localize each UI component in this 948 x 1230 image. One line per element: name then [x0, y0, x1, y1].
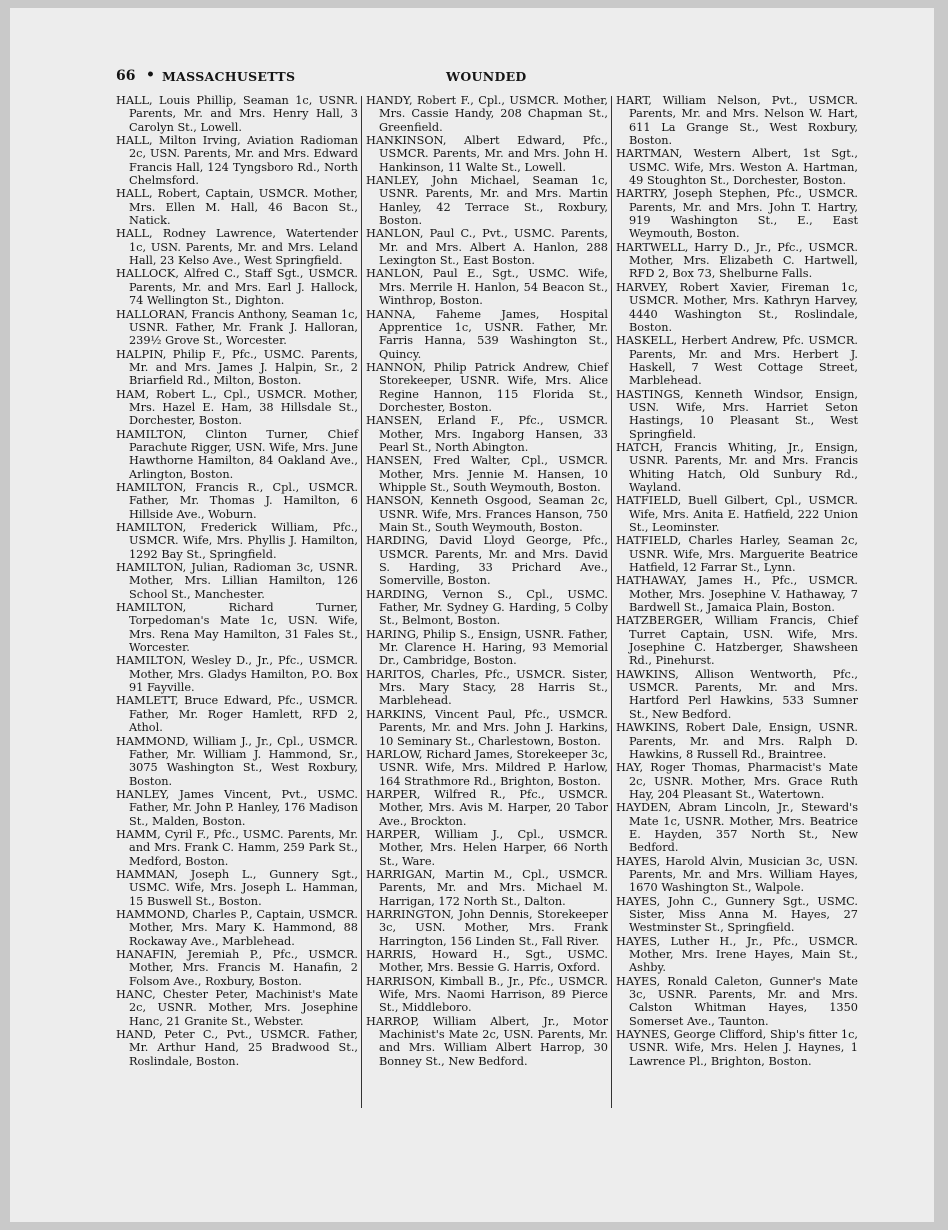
casualty-entry: HANNON, Philip Patrick Andrew, Chief Storekeeper, USNR. Wife, Mrs. Alice Regine Hannon, 115 Florida St., Dorchester, Boston. — [366, 360, 608, 414]
casualty-entry: HARPER, William J., Cpl., USMCR. Mother, Mrs. Helen Harper, 66 North St., Ware. — [366, 827, 608, 868]
page-number: 66 — [116, 68, 136, 84]
casualty-entry: HALPIN, Philip F., Pfc., USMC. Parents, Mr. and Mrs. James J. Halpin, Sr., 2 Briarfield Rd., Milton, Boston. — [116, 347, 358, 388]
casualty-entry: HANLON, Paul E., Sgt., USMC. Wife, Mrs. Merrile H. Hanlon, 54 Beacon St., Winthrop, Boston. — [366, 267, 608, 308]
casualty-entry: HAND, Peter C., Pvt., USMCR. Father, Mr. Arthur Hand, 25 Bradwood St., Roslindale, Boston. — [116, 1028, 358, 1068]
casualty-entry: HARRIS, Howard H., Sgt., USMC. Mother, Mrs. Bessie G. Harris, Oxford. — [366, 948, 608, 975]
casualty-entry: HART, William Nelson, Pvt., USMCR. Parents, Mr. and Mrs. Nelson W. Hart, 611 La Grange St., West Roxbury, Boston. — [616, 94, 858, 148]
casualty-entry: HAYNES, George Clifford, Ship's fitter 1c, USNR. Wife, Mrs. Helen J. Haynes, 1 Lawrence Pl., Brighton, Boston. — [616, 1028, 858, 1068]
casualty-entry: HARRIGAN, Martin M., Cpl., USMCR. Parents, Mr. and Mrs. Michael M. Harrigan, 172 North St., Dalton. — [366, 867, 608, 908]
casualty-entry: HARVEY, Robert Xavier, Fireman 1c, USMCR. Mother, Mrs. Kathryn Harvey, 4440 Washington St., Roslindale, Boston. — [616, 280, 858, 334]
header-bullet: • — [146, 67, 155, 83]
casualty-entry: HALL, Louis Phillip, Seaman 1c, USNR. Parents, Mr. and Mrs. Henry Hall, 3 Carolyn St., Lowell. — [116, 94, 358, 134]
casualty-entry: HATHAWAY, James H., Pfc., USMCR. Mother, Mrs. Josephine V. Hathaway, 7 Bardwell St., Jamaica Plain, Boston. — [616, 574, 858, 615]
casualty-entry: HARTRY, Joseph Stephen, Pfc., USMCR. Parents, Mr. and Mrs. John T. Hartry, 919 Washington St., E., East Weymouth, Boston. — [616, 187, 858, 241]
casualty-entry: HALL, Robert, Captain, USMCR. Mother, Mrs. Ellen M. Hall, 46 Bacon St., Natick. — [116, 187, 358, 228]
casualty-entry: HALL, Milton Irving, Aviation Radioman 2c, USN. Parents, Mr. and Mrs. Edward Francis Hall, 124 Tyngsboro Rd., North Chelmsford. — [116, 134, 358, 188]
casualty-entry: HAYDEN, Abram Lincoln, Jr., Steward's Mate 1c, USNR. Mother, Mrs. Beatrice E. Hayden, 357 North St., New Bedford. — [616, 801, 858, 855]
page-header — [116, 68, 861, 88]
casualty-entry: HAMLETT, Bruce Edward, Pfc., USMCR. Father, Mr. Roger Hamlett, RFD 2, Athol. — [116, 694, 358, 735]
casualty-entry: HARROP, William Albert, Jr., Motor Machinist's Mate 2c, USN. Parents, Mr. and Mrs. William Albert Harrop, 30 Bonney St., New Bedford. — [366, 1014, 608, 1068]
casualty-entry: HATCH, Francis Whiting, Jr., Ensign, USNR. Parents, Mr. and Mrs. Francis Whiting Hatch, Old Sunbury Rd., Wayland. — [616, 440, 858, 494]
column-1 — [116, 94, 358, 1068]
casualty-entry: HANDY, Robert F., Cpl., USMCR. Mother, Mrs. Cassie Handy, 208 Chapman St., Greenfield. — [366, 94, 608, 134]
casualty-entry: HARTWELL, Harry D., Jr., Pfc., USMCR. Mother, Mrs. Elizabeth C. Hartwell, RFD 2, Box 73, Shelburne Falls. — [616, 240, 858, 281]
casualty-entry: HAMM, Cyril F., Pfc., USMC. Parents, Mr. and Mrs. Frank C. Hamm, 259 Park St., Medford, Boston. — [116, 827, 358, 868]
casualty-entry: HARKINS, Vincent Paul, Pfc., USMCR. Parents, Mr. and Mrs. John J. Harkins, 10 Seminary St., Charlestown, Boston. — [366, 707, 608, 748]
casualty-entry: HAWKINS, Robert Dale, Ensign, USNR. Parents, Mr. and Mrs. Ralph D. Hawkins, 8 Russell Rd., Braintree. — [616, 721, 858, 761]
casualty-entry: HANSEN, Fred Walter, Cpl., USMCR. Mother, Mrs. Jennie M. Hansen, 10 Whipple St., South Weymouth, Boston. — [366, 454, 608, 494]
casualty-entry: HANC, Chester Peter, Machinist's Mate 2c, USNR. Mother, Mrs. Josephine Hanc, 21 Granite St., Webster. — [116, 988, 358, 1028]
casualty-entry: HANLON, Paul C., Pvt., USMC. Parents, Mr. and Mrs. Albert A. Hanlon, 288 Lexington St., East Boston. — [366, 227, 608, 268]
casualty-entry: HARDING, David Lloyd George, Pfc., USMCR. Parents, Mr. and Mrs. David S. Harding, 33 Prichard Ave., Somerville, Boston. — [366, 534, 608, 588]
casualty-entry: HAYES, Ronald Caleton, Gunner's Mate 3c, USNR. Parents, Mr. and Mrs. Calston Whitman Hayes, 1350 Somerset Ave., Taunton. — [616, 974, 858, 1028]
casualty-entry: HAWKINS, Allison Wentworth, Pfc., USMCR. Parents, Mr. and Mrs. Hartford Perl Hawkins, 533 Sumner St., New Bedford. — [616, 667, 858, 721]
casualty-entry: HAYES, Luther H., Jr., Pfc., USMCR. Mother, Mrs. Irene Hayes, Main St., Ashby. — [616, 934, 858, 975]
casualty-entry: HANNA, Faheme James, Hospital Apprentice 1c, USNR. Father, Mr. Farris Hanna, 539 Washington St., Quincy. — [366, 307, 608, 361]
casualty-entry: HARTMAN, Western Albert, 1st Sgt., USMC. Wife, Mrs. Weston A. Hartman, 49 Stoughton St., Dorchester, Boston. — [616, 147, 858, 188]
casualty-entry: HANLEY, James Vincent, Pvt., USMC. Father, Mr. John P. Hanley, 176 Madison St., Malden, Boston. — [116, 787, 358, 828]
casualty-entry: HARDING, Vernon S., Cpl., USMC. Father, Mr. Sydney G. Harding, 5 Colby St., Belmont, Boston. — [366, 587, 608, 628]
casualty-entry: HAMMOND, William J., Jr., Cpl., USMCR. Father, Mr. William J. Hammond, Sr., 3075 Washington St., West Roxbury, Boston. — [116, 734, 358, 788]
casualty-entry: HATZBERGER, William Francis, Chief Turret Captain, USN. Wife, Mrs. Josephine C. Hatzberger, Shawsheen Rd., Pinehurst. — [616, 614, 858, 668]
casualty-entry: HANSEN, Erland F., Pfc., USMCR. Mother, Mrs. Ingaborg Hansen, 33 Pearl St., North Abington. — [366, 414, 608, 454]
casualty-entry: HAMMOND, Charles P., Captain, USMCR. Mother, Mrs. Mary K. Hammond, 88 Rockaway Ave., Marblehead. — [116, 907, 358, 948]
casualty-entry: HASTINGS, Kenneth Windsor, Ensign, USN. Wife, Mrs. Harriet Seton Hastings, 10 Pleasant St., West Springfield. — [616, 387, 858, 441]
casualty-entry: HAMILTON, Wesley D., Jr., Pfc., USMCR. Mother, Mrs. Gladys Hamilton, P.O. Box 91 Fayville. — [116, 654, 358, 695]
casualty-entry: HARITOS, Charles, Pfc., USMCR. Sister, Mrs. Mary Stacy, 28 Harris St., Marblehead. — [366, 667, 608, 708]
casualty-entry: HARING, Philip S., Ensign, USNR. Father, Mr. Clarence H. Haring, 93 Memorial Dr., Cambridge, Boston. — [366, 627, 608, 668]
casualty-entry: HAY, Roger Thomas, Pharmacist's Mate 2c, USNR. Mother, Mrs. Grace Ruth Hay, 204 Pleasant St., Watertown. — [616, 761, 858, 801]
casualty-entry: HAMILTON, Richard Turner, Torpedoman's Mate 1c, USN. Wife, Mrs. Rena May Hamilton, 31 Fales St., Worcester. — [116, 601, 358, 655]
casualty-entry: HAMILTON, Frederick William, Pfc., USMCR. Wife, Mrs. Phyllis J. Hamilton, 1292 Bay St., Springfield. — [116, 521, 358, 561]
casualty-entry: HARPER, Wilfred R., Pfc., USMCR. Mother, Mrs. Avis M. Harper, 20 Tabor Ave., Brockton. — [366, 787, 608, 828]
casualty-entry: HANKINSON, Albert Edward, Pfc., USMCR. Parents, Mr. and Mrs. John H. Hankinson, 11 Walte St., Lowell. — [366, 134, 608, 174]
casualty-entry: HASKELL, Herbert Andrew, Pfc. USMCR. Parents, Mr. and Mrs. Herbert J. Haskell, 7 West Cottage Street, Marblehead. — [616, 334, 858, 388]
casualty-entry: HANLEY, John Michael, Seaman 1c, USNR. Parents, Mr. and Mrs. Martin Hanley, 42 Terrace St., Roxbury, Boston. — [366, 174, 608, 228]
casualty-entry: HALLOCK, Alfred C., Staff Sgt., USMCR. Parents, Mr. and Mrs. Earl J. Hallock, 74 Wellington St., Dighton. — [116, 267, 358, 308]
casualty-entry: HAM, Robert L., Cpl., USMCR. Mother, Mrs. Hazel E. Ham, 38 Hillsdale St., Dorchester, Boston. — [116, 387, 358, 428]
casualty-entry: HATFIELD, Buell Gilbert, Cpl., USMCR. Wife, Mrs. Anita E. Hatfield, 222 Union St., Leominster. — [616, 494, 858, 534]
casualty-entry: HALL, Rodney Lawrence, Watertender 1c, USN. Parents, Mr. and Mrs. Leland Hall, 23 Kelso Ave., West Springfield. — [116, 227, 358, 268]
column-2 — [366, 94, 608, 1068]
casualty-entry: HAMILTON, Julian, Radioman 3c, USNR. Mother, Mrs. Lillian Hamilton, 126 School St., Manchester. — [116, 561, 358, 601]
column-divider — [361, 96, 362, 1108]
casualty-entry: HAYES, Harold Alvin, Musician 3c, USN. Parents, Mr. and Mrs. William Hayes, 1670 Washington St., Walpole. — [616, 854, 858, 895]
casualty-entry: HATFIELD, Charles Harley, Seaman 2c, USNR. Wife, Mrs. Marguerite Beatrice Hatfield, 12 Farrar St., Lynn. — [616, 534, 858, 575]
state-title: MASSACHUSETTS — [162, 69, 296, 84]
casualty-entry: HARRINGTON, John Dennis, Storekeeper 3c, USN. Mother, Mrs. Frank Harrington, 156 Linden St., Fall River. — [366, 907, 608, 948]
section-title: WOUNDED — [446, 69, 527, 84]
casualty-entry: HAMMAN, Joseph L., Gunnery Sgt., USMC. Wife, Mrs. Joseph L. Hamman, 15 Buswell St., Boston. — [116, 867, 358, 908]
column-3 — [616, 94, 858, 1068]
casualty-entry: HANAFIN, Jeremiah P., Pfc., USMCR. Mother, Mrs. Francis M. Hanafin, 2 Folsom Ave., Roxbury, Boston. — [116, 948, 358, 988]
casualty-entry: HAMILTON, Francis R., Cpl., USMCR. Father, Mr. Thomas J. Hamilton, 6 Hillside Ave., Woburn. — [116, 480, 358, 521]
casualty-entry: HALLORAN, Francis Anthony, Seaman 1c, USNR. Father, Mr. Frank J. Halloran, 239½ Grove St., Worcester. — [116, 307, 358, 348]
casualty-entry: HAMILTON, Clinton Turner, Chief Parachute Rigger, USN. Wife, Mrs. June Hawthorne Hamilton, 84 Oakland Ave., Arlington, Boston. — [116, 427, 358, 481]
column-divider — [611, 96, 612, 1108]
document-page — [10, 8, 934, 1222]
casualty-entry: HANSON, Kenneth Osgood, Seaman 2c, USNR. Wife, Mrs. Frances Hanson, 750 Main St., South Weymouth, Boston. — [366, 494, 608, 534]
casualty-entry: HARLOW, Richard James, Storekeeper 3c, USNR. Wife, Mrs. Mildred P. Harlow, 164 Strathmore Rd., Brighton, Boston. — [366, 747, 608, 788]
casualty-entry: HAYES, John C., Gunnery Sgt., USMC. Sister, Miss Anna M. Hayes, 27 Westminster St., Springfield. — [616, 894, 858, 935]
casualty-entry: HARRISON, Kimball B., Jr., Pfc., USMCR. Wife, Mrs. Naomi Harrison, 89 Pierce St., Middleboro. — [366, 974, 608, 1015]
